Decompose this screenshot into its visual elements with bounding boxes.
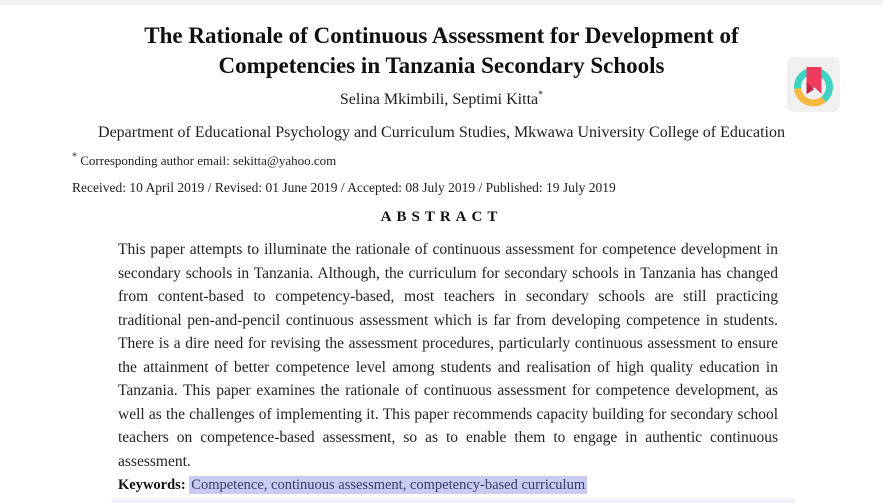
journal-logo (787, 57, 840, 112)
bottom-edge-artifact (112, 499, 795, 503)
top-edge-strip (0, 0, 883, 5)
affiliation-line: Department of Educational Psychology and Curriculum Studies, Mkwawa University College of Education (98, 124, 785, 141)
abstract-text: This paper attempts to illuminate the rationale of continuous assessment for competence development in secondary schools in Tanzania. Although, the curriculum for secondary schools in Tanzania has changed from content-based to competency-based, most teachers in secondary schools are still practicing traditional pen-and-pencil continuous assessment which is far from developing competence in students. There is a dire need for revising the assessment procedures, particularly continuous assessment to ensure the attainment of better competence level among students and realisation of high quality education in Tanzania. This paper examines the rationale of continuous assessment for competence development, as well as the challenges of implementing it. This paper recommends capacity building for secondary school teachers on competence-based assessment, so as to enable them to engage in authentic continuous assessment. (118, 241, 778, 470)
authors-names: Selina Mkimbili, Septimi Kitta (339, 91, 539, 108)
paper-title-line1: The Rationale of Continuous Assessment for Development of (144, 23, 739, 48)
paper-title-line2: Competencies in Tanzania Secondary Schools (218, 53, 665, 78)
corresponding-text: Corresponding author email: sekitta@yahoo.com (77, 153, 337, 168)
bookmark-logo-icon (787, 57, 840, 112)
keywords-highlighted-text: Competence, continuous assessment, competency-based curriculum (191, 477, 586, 493)
keywords-label: Keywords: (118, 477, 186, 493)
abstract-heading: ABSTRACT (380, 209, 503, 225)
corresponding-author-line (72, 153, 883, 169)
dates-line: Received: 10 April 2019 / Revised: 01 June 2019 / Accepted: 08 July 2019 / Published: 19 July 2019 (72, 180, 616, 195)
keywords-line (118, 476, 587, 495)
corresponding-marker: * (72, 151, 77, 163)
corresponding-author-mark: * (538, 89, 544, 101)
paper-title (90, 21, 793, 81)
authors-line (0, 91, 883, 109)
